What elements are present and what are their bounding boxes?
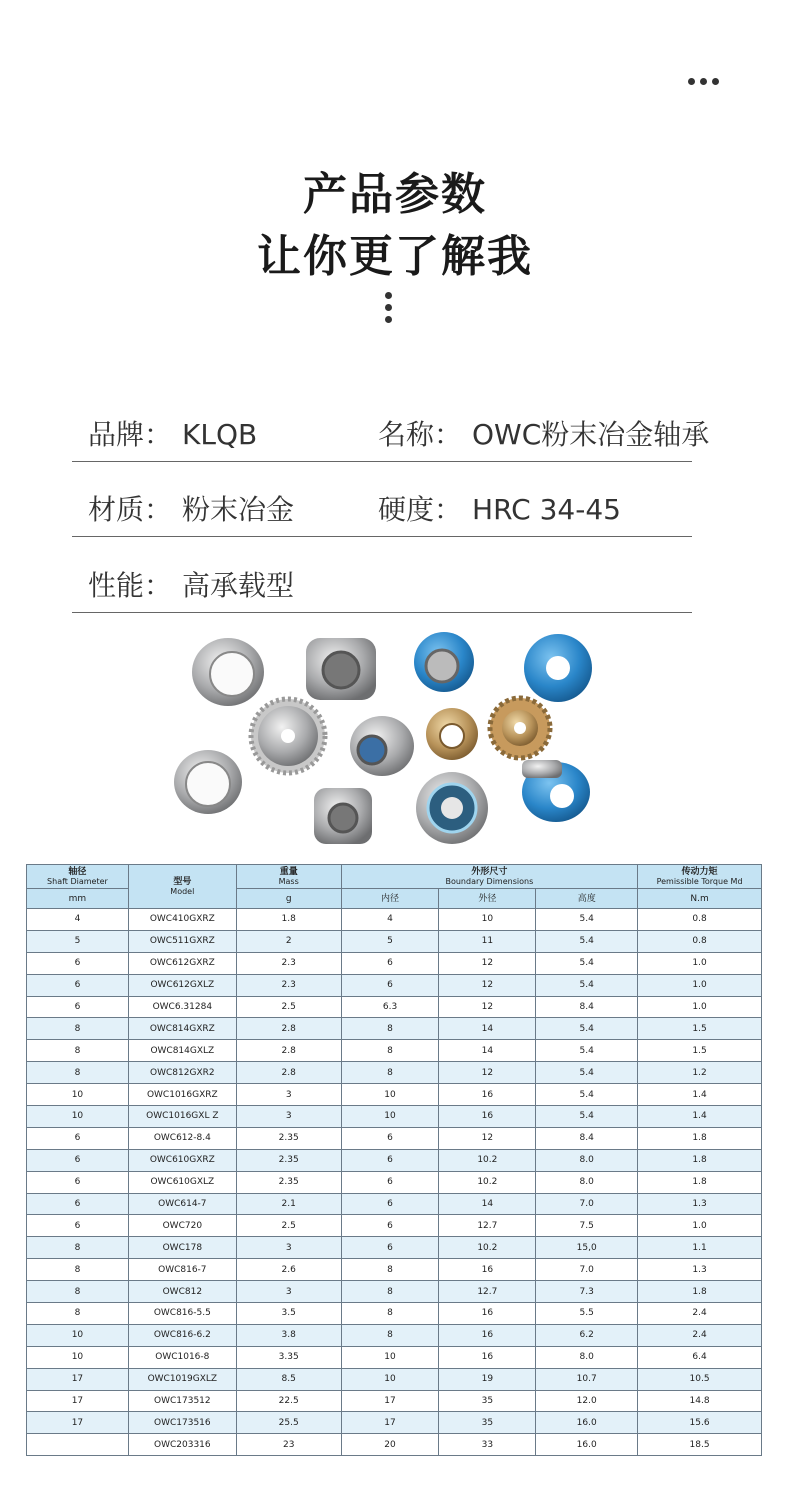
table-row	[27, 930, 762, 952]
cell-outer: 10.2	[439, 1171, 536, 1193]
cell-shaft: 8	[27, 1237, 129, 1259]
cell-outer: 10.2	[439, 1237, 536, 1259]
table-row	[27, 1412, 762, 1434]
cell-inner: 6.3	[341, 996, 439, 1018]
cell-height: 16.0	[536, 1412, 638, 1434]
cell-torque: 1.0	[638, 996, 762, 1018]
property-row	[72, 539, 692, 613]
bearing-ring-image	[192, 638, 264, 706]
cell-model: OWC1016GXL Z	[128, 1106, 236, 1128]
col-torque: 传动力矩 Pemissible Torque Md	[638, 865, 762, 889]
table-row	[27, 1324, 762, 1346]
cell-shaft: 5	[27, 930, 129, 952]
cell-outer: 12.7	[439, 1281, 536, 1303]
cell-torque: 1.3	[638, 1259, 762, 1281]
property-value: HRC 34-45	[472, 493, 621, 526]
cell-outer: 11	[439, 930, 536, 952]
cell-outer: 12	[439, 996, 536, 1018]
property-label: 性能：	[88, 569, 173, 602]
property-value: 粉末冶金	[182, 493, 295, 526]
cell-inner: 6	[341, 1193, 439, 1215]
cell-mass: 2.35	[236, 1149, 341, 1171]
col-shaft-diameter: 轴径 Shaft Diameter	[27, 865, 129, 889]
property-label: 硬度：	[378, 493, 463, 526]
cell-torque: 0.8	[638, 930, 762, 952]
steel-ring-image	[174, 750, 242, 814]
cell-shaft: 8	[27, 1040, 129, 1062]
table-header-row	[27, 865, 762, 889]
cell-torque: 1.4	[638, 1084, 762, 1106]
bronze-bushing-image	[426, 708, 478, 760]
cell-shaft: 6	[27, 1127, 129, 1149]
cell-height: 7.0	[536, 1259, 638, 1281]
property-material	[88, 488, 294, 528]
cell-inner: 17	[341, 1412, 439, 1434]
cell-shaft: 17	[27, 1390, 129, 1412]
cell-model: OWC816-7	[128, 1259, 236, 1281]
table-row	[27, 1303, 762, 1325]
cell-height: 6.2	[536, 1324, 638, 1346]
cell-shaft: 8	[27, 1281, 129, 1303]
table-row	[27, 1368, 762, 1390]
cell-mass: 3	[236, 1237, 341, 1259]
cell-inner: 6	[341, 1149, 439, 1171]
cell-mass: 2.1	[236, 1193, 341, 1215]
cell-model: OWC1016GXRZ	[128, 1084, 236, 1106]
table-row	[27, 1281, 762, 1303]
cell-mass: 3.5	[236, 1303, 341, 1325]
cell-model: OWC511GXRZ	[128, 930, 236, 952]
cell-model: OWC1019GXLZ	[128, 1368, 236, 1390]
cell-mass: 2.5	[236, 1215, 341, 1237]
cell-torque: 2.4	[638, 1324, 762, 1346]
spur-gear-image	[251, 699, 325, 773]
cell-mass: 3	[236, 1084, 341, 1106]
cell-torque: 2.4	[638, 1303, 762, 1325]
cell-model: OWC410GXRZ	[128, 909, 236, 931]
cell-height: 5.4	[536, 1018, 638, 1040]
cell-mass: 2.6	[236, 1259, 341, 1281]
cell-inner: 10	[341, 1084, 439, 1106]
cell-height: 5.4	[536, 1106, 638, 1128]
cell-height: 10.7	[536, 1368, 638, 1390]
spec-table	[26, 864, 762, 1456]
cell-inner: 6	[341, 1171, 439, 1193]
cell-inner: 10	[341, 1368, 439, 1390]
cell-height: 8.4	[536, 1127, 638, 1149]
cell-mass: 8.5	[236, 1368, 341, 1390]
cell-outer: 35	[439, 1390, 536, 1412]
cell-torque: 10.5	[638, 1368, 762, 1390]
cell-outer: 12	[439, 1127, 536, 1149]
property-performance	[88, 564, 294, 604]
cell-model: OWC812GXR2	[128, 1062, 236, 1084]
table-row	[27, 1193, 762, 1215]
cell-torque: 15.6	[638, 1412, 762, 1434]
cell-torque: 1.8	[638, 1171, 762, 1193]
cell-mass: 23	[236, 1434, 341, 1456]
cell-height: 7.3	[536, 1281, 638, 1303]
cell-model: OWC173512	[128, 1390, 236, 1412]
cell-shaft: 4	[27, 909, 129, 931]
cell-inner: 6	[341, 952, 439, 974]
cell-height: 8.4	[536, 996, 638, 1018]
cell-inner: 10	[341, 1106, 439, 1128]
unit-shaft: mm	[27, 889, 129, 909]
cell-height: 5.4	[536, 909, 638, 931]
cell-torque: 1.8	[638, 1149, 762, 1171]
cell-mass: 2.8	[236, 1018, 341, 1040]
cell-model: OWC203316	[128, 1434, 236, 1456]
cell-shaft: 17	[27, 1368, 129, 1390]
cell-height: 15,0	[536, 1237, 638, 1259]
cell-outer: 16	[439, 1106, 536, 1128]
cell-inner: 8	[341, 1303, 439, 1325]
table-row	[27, 1237, 762, 1259]
cell-model: OWC816-6.2	[128, 1324, 236, 1346]
cell-torque: 1.2	[638, 1062, 762, 1084]
property-hardness	[378, 488, 621, 528]
cell-shaft: 6	[27, 1149, 129, 1171]
cell-outer: 16	[439, 1084, 536, 1106]
table-row	[27, 1259, 762, 1281]
unit-inner: 内径	[341, 889, 439, 909]
table-row	[27, 1127, 762, 1149]
cell-shaft: 8	[27, 1062, 129, 1084]
cell-mass: 2	[236, 930, 341, 952]
cell-shaft: 6	[27, 974, 129, 996]
unit-outer: 外径	[439, 889, 536, 909]
cell-model: OWC173516	[128, 1412, 236, 1434]
cell-torque: 1.0	[638, 974, 762, 996]
col-model: 型号 Model	[128, 865, 236, 909]
vertical-dots-icon	[385, 292, 393, 328]
cell-model: OWC1016-8	[128, 1346, 236, 1368]
property-value: OWC粉末冶金轴承	[472, 418, 710, 451]
cell-mass: 2.35	[236, 1127, 341, 1149]
cell-height: 16.0	[536, 1434, 638, 1456]
cell-mass: 2.3	[236, 952, 341, 974]
cell-mass: 3.8	[236, 1324, 341, 1346]
table-row	[27, 1434, 762, 1456]
table-row	[27, 1215, 762, 1237]
cell-inner: 5	[341, 930, 439, 952]
cell-shaft: 8	[27, 1018, 129, 1040]
cell-shaft: 17	[27, 1412, 129, 1434]
cell-outer: 10	[439, 909, 536, 931]
blue-square-bearing-image	[522, 760, 590, 822]
cell-outer: 12	[439, 974, 536, 996]
cell-height: 5.4	[536, 930, 638, 952]
unit-height: 高度	[536, 889, 638, 909]
cell-height: 5.4	[536, 1062, 638, 1084]
table-row	[27, 974, 762, 996]
cell-mass: 22.5	[236, 1390, 341, 1412]
cell-shaft: 6	[27, 1215, 129, 1237]
cell-model: OWC720	[128, 1215, 236, 1237]
table-row	[27, 909, 762, 931]
cell-inner: 10	[341, 1346, 439, 1368]
small-square-bearing-image	[314, 788, 372, 844]
cell-height: 5.4	[536, 974, 638, 996]
cell-mass: 1.8	[236, 909, 341, 931]
cell-torque: 6.4	[638, 1346, 762, 1368]
cell-shaft: 10	[27, 1106, 129, 1128]
ball-bearing-image	[416, 772, 488, 844]
cell-torque: 1.4	[638, 1106, 762, 1128]
bevel-gear-image	[490, 698, 550, 758]
property-row	[72, 388, 710, 462]
cell-shaft: 10	[27, 1324, 129, 1346]
cell-outer: 12	[439, 1062, 536, 1084]
cell-outer: 33	[439, 1434, 536, 1456]
blue-ring-image	[524, 634, 592, 702]
cell-model: OWC610GXLZ	[128, 1171, 236, 1193]
cell-torque: 14.8	[638, 1390, 762, 1412]
cell-model: OWC612-8.4	[128, 1127, 236, 1149]
cell-model: OWC612GXLZ	[128, 974, 236, 996]
table-body	[27, 909, 762, 1456]
property-row	[72, 463, 692, 537]
cell-outer: 35	[439, 1412, 536, 1434]
table-row	[27, 1171, 762, 1193]
cell-outer: 14	[439, 1040, 536, 1062]
property-value: KLQB	[182, 418, 258, 451]
cell-height: 8.0	[536, 1171, 638, 1193]
col-mass: 重量 Mass	[236, 865, 341, 889]
cell-model: OWC814GXRZ	[128, 1018, 236, 1040]
cell-mass: 3.35	[236, 1346, 341, 1368]
cell-outer: 10.2	[439, 1149, 536, 1171]
col-boundary-dimensions: 外形尺寸 Boundary Dimensions	[341, 865, 638, 889]
cell-torque: 0.8	[638, 909, 762, 931]
cell-torque: 1.8	[638, 1281, 762, 1303]
cell-shaft: 6	[27, 952, 129, 974]
product-photo-collage	[160, 628, 630, 856]
cell-inner: 4	[341, 909, 439, 931]
cell-model: OWC610GXRZ	[128, 1149, 236, 1171]
cell-outer: 16	[439, 1324, 536, 1346]
cell-mass: 25.5	[236, 1412, 341, 1434]
cell-height: 12.0	[536, 1390, 638, 1412]
cell-inner: 20	[341, 1434, 439, 1456]
square-bearing-image	[306, 638, 376, 700]
cell-mass: 2.5	[236, 996, 341, 1018]
cell-height: 7.0	[536, 1193, 638, 1215]
cell-torque: 1.0	[638, 1215, 762, 1237]
table-row	[27, 1390, 762, 1412]
cell-height: 8.0	[536, 1149, 638, 1171]
cell-outer: 12	[439, 952, 536, 974]
cell-height: 5.4	[536, 1084, 638, 1106]
cell-outer: 14	[439, 1018, 536, 1040]
cell-shaft: 6	[27, 1193, 129, 1215]
cell-model: OWC614-7	[128, 1193, 236, 1215]
cell-outer: 12.7	[439, 1215, 536, 1237]
cell-inner: 8	[341, 1324, 439, 1346]
table-row	[27, 1106, 762, 1128]
unit-mass: g	[236, 889, 341, 909]
cell-inner: 8	[341, 1018, 439, 1040]
table-row	[27, 1018, 762, 1040]
cell-shaft: 6	[27, 996, 129, 1018]
cell-inner: 6	[341, 1237, 439, 1259]
cell-torque: 1.8	[638, 1127, 762, 1149]
cell-mass: 2.3	[236, 974, 341, 996]
cell-torque: 1.5	[638, 1040, 762, 1062]
cell-outer: 16	[439, 1259, 536, 1281]
cell-shaft: 10	[27, 1346, 129, 1368]
cell-outer: 16	[439, 1303, 536, 1325]
page-title: 产品参数	[303, 169, 487, 220]
property-label: 名称：	[378, 418, 463, 451]
unit-torque: N.m	[638, 889, 762, 909]
cell-inner: 8	[341, 1259, 439, 1281]
property-label: 材质：	[88, 493, 173, 526]
cell-inner: 8	[341, 1040, 439, 1062]
cell-torque: 1.1	[638, 1237, 762, 1259]
page-subtitle: 让你更了解我	[257, 231, 533, 282]
cell-mass: 2.35	[236, 1171, 341, 1193]
cell-inner: 8	[341, 1281, 439, 1303]
cell-outer: 14	[439, 1193, 536, 1215]
cell-inner: 17	[341, 1390, 439, 1412]
cell-torque: 1.0	[638, 952, 762, 974]
cell-torque: 1.3	[638, 1193, 762, 1215]
cell-outer: 19	[439, 1368, 536, 1390]
table-row	[27, 1149, 762, 1171]
table-row	[27, 996, 762, 1018]
table-row	[27, 952, 762, 974]
cell-height: 5.5	[536, 1303, 638, 1325]
cell-model: OWC612GXRZ	[128, 952, 236, 974]
cell-shaft: 10	[27, 1084, 129, 1106]
cell-mass: 3	[236, 1106, 341, 1128]
cell-outer: 16	[439, 1346, 536, 1368]
more-options-icon[interactable]	[688, 78, 728, 90]
cell-mass: 3	[236, 1281, 341, 1303]
cell-height: 5.4	[536, 952, 638, 974]
cell-model: OWC816-5.5	[128, 1303, 236, 1325]
cell-inner: 6	[341, 1127, 439, 1149]
cell-inner: 8	[341, 1062, 439, 1084]
property-label: 品牌：	[88, 418, 173, 451]
cell-model: OWC812	[128, 1281, 236, 1303]
cell-model: OWC6.31284	[128, 996, 236, 1018]
table-row	[27, 1062, 762, 1084]
steel-bearing-image	[350, 716, 414, 776]
property-value: 高承载型	[182, 569, 295, 602]
cell-mass: 2.8	[236, 1040, 341, 1062]
table-row	[27, 1084, 762, 1106]
cell-shaft	[27, 1434, 129, 1456]
cell-model: OWC178	[128, 1237, 236, 1259]
cell-inner: 6	[341, 974, 439, 996]
cell-model: OWC814GXLZ	[128, 1040, 236, 1062]
property-brand	[88, 413, 257, 453]
cell-height: 5.4	[536, 1040, 638, 1062]
cell-torque: 1.5	[638, 1018, 762, 1040]
cell-height: 8.0	[536, 1346, 638, 1368]
cell-inner: 6	[341, 1215, 439, 1237]
cell-shaft: 6	[27, 1171, 129, 1193]
cell-shaft: 8	[27, 1259, 129, 1281]
cell-torque: 18.5	[638, 1434, 762, 1456]
cell-height: 7.5	[536, 1215, 638, 1237]
property-name	[378, 413, 709, 453]
table-row	[27, 1346, 762, 1368]
blue-bearing-image	[414, 632, 474, 692]
cell-shaft: 8	[27, 1303, 129, 1325]
table-row	[27, 1040, 762, 1062]
cell-mass: 2.8	[236, 1062, 341, 1084]
